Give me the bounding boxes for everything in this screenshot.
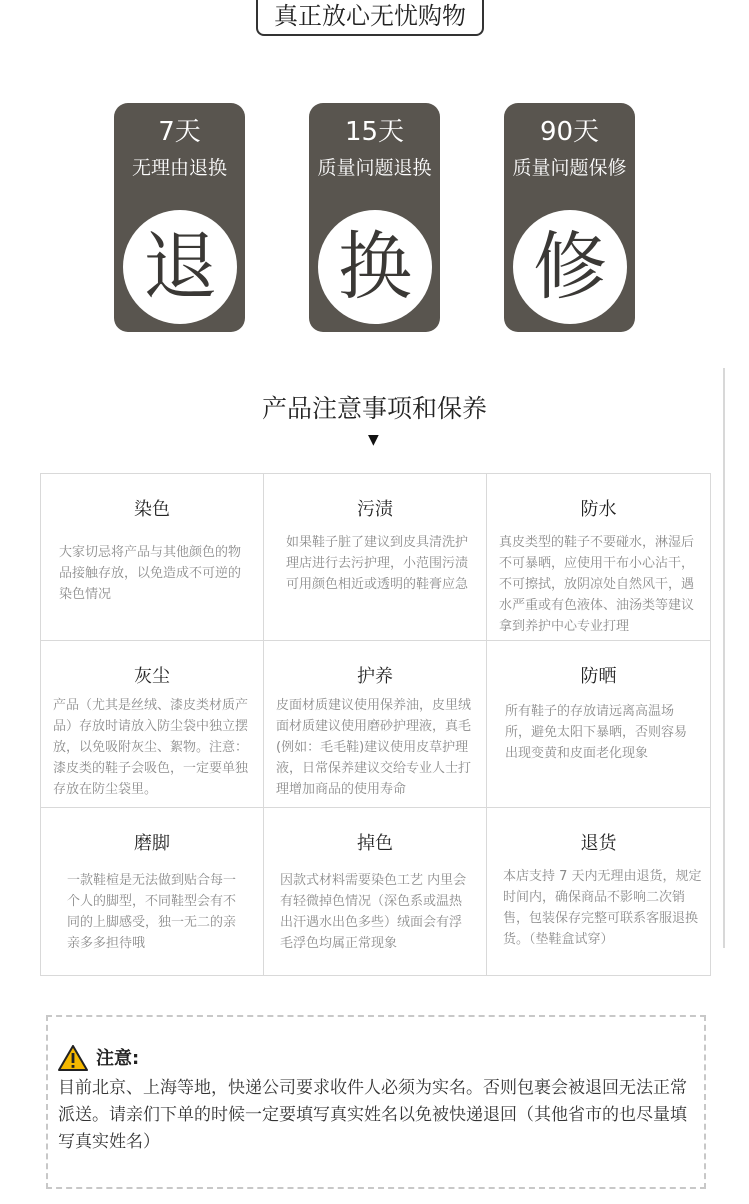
care-cell-dust [41, 641, 264, 808]
care-cell-returns [487, 808, 710, 975]
care-cell-blisters [41, 808, 264, 975]
notice-text: 目前北京、上海等地，快递公司要求收件人必须为实名。否则包裹会被退回无法正常派送。请亲们下单的时候一定要填写真实姓名以免被快递退回（其他省市的也尽量填写真实姓名） [58, 1078, 687, 1152]
badge-days: 15天 [344, 117, 405, 147]
banner-title: 真正放心无忧购物 [256, 0, 484, 36]
care-cell-color-fading [264, 808, 487, 975]
down-arrow-icon: ▼ [368, 432, 379, 448]
badge-char: 换 [318, 210, 432, 324]
care-title: 污渍 [357, 499, 393, 520]
notice-box [46, 1015, 706, 1189]
badge-desc: 质量问题退换 [317, 157, 432, 179]
care-body: 皮面材质建议使用保养油，皮里绒面材质建议使用磨砂护理液，真毛(例如：毛毛鞋)建议使用皮草护理液，日常保养建议交给专业人士打理增加商品的使用寿命 [276, 698, 472, 797]
badge-char: 退 [123, 210, 237, 324]
care-body: 真皮类型的鞋子不要碰水，淋湿后不可暴晒，应使用干布小心沾干，不可擦拭，放阴凉处自然风干，遇水严重或有色液体、油汤类等建议拿到养护中心专业打理 [499, 535, 695, 634]
care-cell-stains [264, 474, 487, 641]
care-title: 退货 [580, 833, 617, 854]
badge-desc: 质量问题保修 [512, 157, 627, 179]
badge-90-day-warranty [504, 103, 635, 332]
care-title: 灰尘 [134, 666, 170, 687]
care-cell-maintenance [264, 641, 487, 808]
side-divider [723, 368, 725, 948]
badge-char: 修 [513, 210, 627, 324]
care-cell-sun-protection [487, 641, 710, 808]
care-title: 防水 [580, 499, 617, 520]
care-grid [40, 473, 711, 976]
section-title: 产品注意事项和保养 [261, 394, 487, 423]
care-body: 一款鞋楦是无法做到贴合每一个人的脚型，不同鞋型会有不同的上脚感受，独一无二的亲亲多多担待哦 [67, 873, 237, 951]
notice-label: 注意: [96, 1048, 140, 1069]
care-title: 磨脚 [134, 833, 170, 854]
care-body: 本店支持 7 天内无理由退货，规定时间内，确保商品不影响二次销售，包装保存完整可联系客服退换货。（垫鞋盒试穿） [503, 869, 702, 947]
care-title: 染色 [134, 499, 170, 520]
care-title: 防晒 [580, 666, 617, 687]
badge-days: 7天 [158, 117, 201, 147]
warning-icon [58, 1045, 88, 1071]
care-title: 护养 [357, 666, 393, 687]
care-body: 产品（尤其是丝绒、漆皮类材质产品）存放时请放入防尘袋中独立摆放，以免吸附灰尘、絮物。注意：漆皮类的鞋子会吸色，一定要单独存放在防尘袋里。 [53, 698, 249, 797]
badge-days: 90天 [539, 117, 600, 147]
badge-7-day-return [114, 103, 245, 332]
badge-15-day-exchange [309, 103, 440, 332]
care-body: 因款式材料需要染色工艺 内里会有轻微掉色情况（深色系或温热出汗遇水出色多些）绒面会有浮毛浮色均属正常现象 [280, 873, 467, 951]
care-cell-dyeing [41, 474, 264, 641]
care-body: 所有鞋子的存放请远离高温场所，避免太阳下暴晒，否则容易出现变黄和皮面老化现象 [505, 704, 688, 761]
care-cell-waterproof [487, 474, 710, 641]
care-title: 掉色 [357, 833, 393, 854]
badge-desc: 无理由退换 [131, 157, 227, 179]
care-body: 如果鞋子脏了建议到皮具清洗护理店进行去污护理，小范围污渍可用颜色相近或透明的鞋膏应急 [286, 535, 469, 592]
care-body: 大家切忌将产品与其他颜色的物品接触存放，以免造成不可逆的染色情况 [59, 545, 242, 602]
